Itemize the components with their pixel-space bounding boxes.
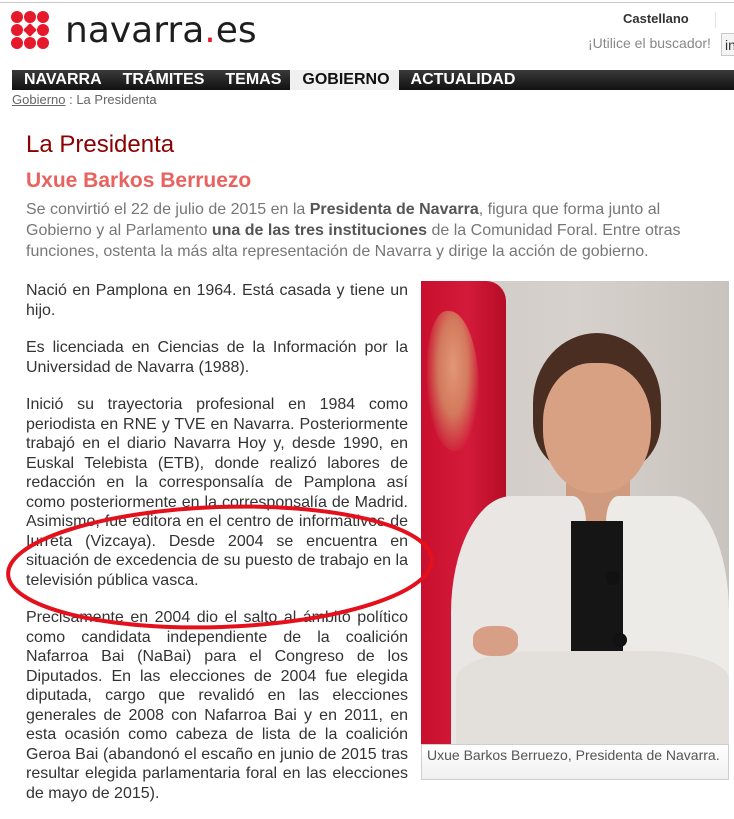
bio-paragraph-politics: Precisamente en 2004 dio el salto al ámbito político como candidata independiente de la coalición Nafarroa Bai (NaBai) para el Congreso de los Diputados. En las elecciones de 2004 fue elegida diputada, cargo que revalidó en las elecciones generales de 2008 con Nafarroa Bai y en 2011, en esta ocasión como cabeza de lista de la coalición Geroa Bai (abandonó el escaño en junio de 2015 tras resultar elegida parlamentaria foral en las elecciones de mayo de 2015). [26,609,408,802]
navarra-logo[interactable] [11,11,257,51]
search-input[interactable] [721,33,734,56]
intro-paragraph: Se convirtió el 22 de julio de 2015 en la Presidenta de Navarra, figura que forma junto al Gobierno y al Parlamento una de las tres instituciones de la Comunidad Foral. Entre otras funciones, ostenta la más alta representación de Navarra y dirige la acción de gobierno. [26,201,681,260]
logo-dots-icon [11,11,51,51]
nav-item-actualidad[interactable]: ACTUALIDAD [410,71,516,88]
logo-wordmark: navarra.es [65,10,257,51]
biography [26,281,408,819]
breadcrumb-separator: : [65,92,77,107]
search-hint-label: ¡Utilice el buscador! [588,35,711,51]
nav-item-tramites[interactable]: TRÁMITES [122,71,205,88]
nav-item-gobierno[interactable]: GOBIERNO [290,70,398,90]
bio-paragraph-education: Es licenciada en Ciencias de la Información por la Universidad de Navarra (1988). [26,339,408,376]
breadcrumb-link-gobierno[interactable]: Gobierno [12,92,66,107]
top-border [0,2,734,3]
nav-item-temas[interactable]: TEMAS [225,71,282,88]
photo-caption: Uxue Barkos Berruezo, Presidenta de Navarra. [421,744,729,780]
nav-item-navarra[interactable]: NAVARRA [24,71,102,88]
page-title: La Presidenta [26,131,175,158]
language-selector[interactable]: Castellano [623,11,689,26]
bio-paragraph-birth: Nació en Pamplona en 1964. Está casada y tiene un hijo. [26,282,408,319]
main-nav [12,70,734,90]
breadcrumb [12,92,157,107]
language-separator [715,12,716,28]
breadcrumb-current: La Presidenta [76,92,157,107]
president-portrait-photo [421,281,729,745]
bio-paragraph-career: Inició su trayectoria profesional en 1984 como periodista en RNE y TVE en Navarra. Posteriormente trabajó en el diario Navarra Hoy y, desde 1990, en Euskal Telebista (ETB), donde realizó labores de redacción en la corresponsalía de Pamplona así como posteriormente en la corresponsalía de Madrid. Asimismo, fue editora en el centro de informativos de Iurreta (Vizcaya). Desde 2004 se encuentra en situación de excedencia de su puesto de trabajo en la televisión pública vasca. [26,396,408,589]
person-name: Uxue Barkos Berruezo [26,169,252,192]
